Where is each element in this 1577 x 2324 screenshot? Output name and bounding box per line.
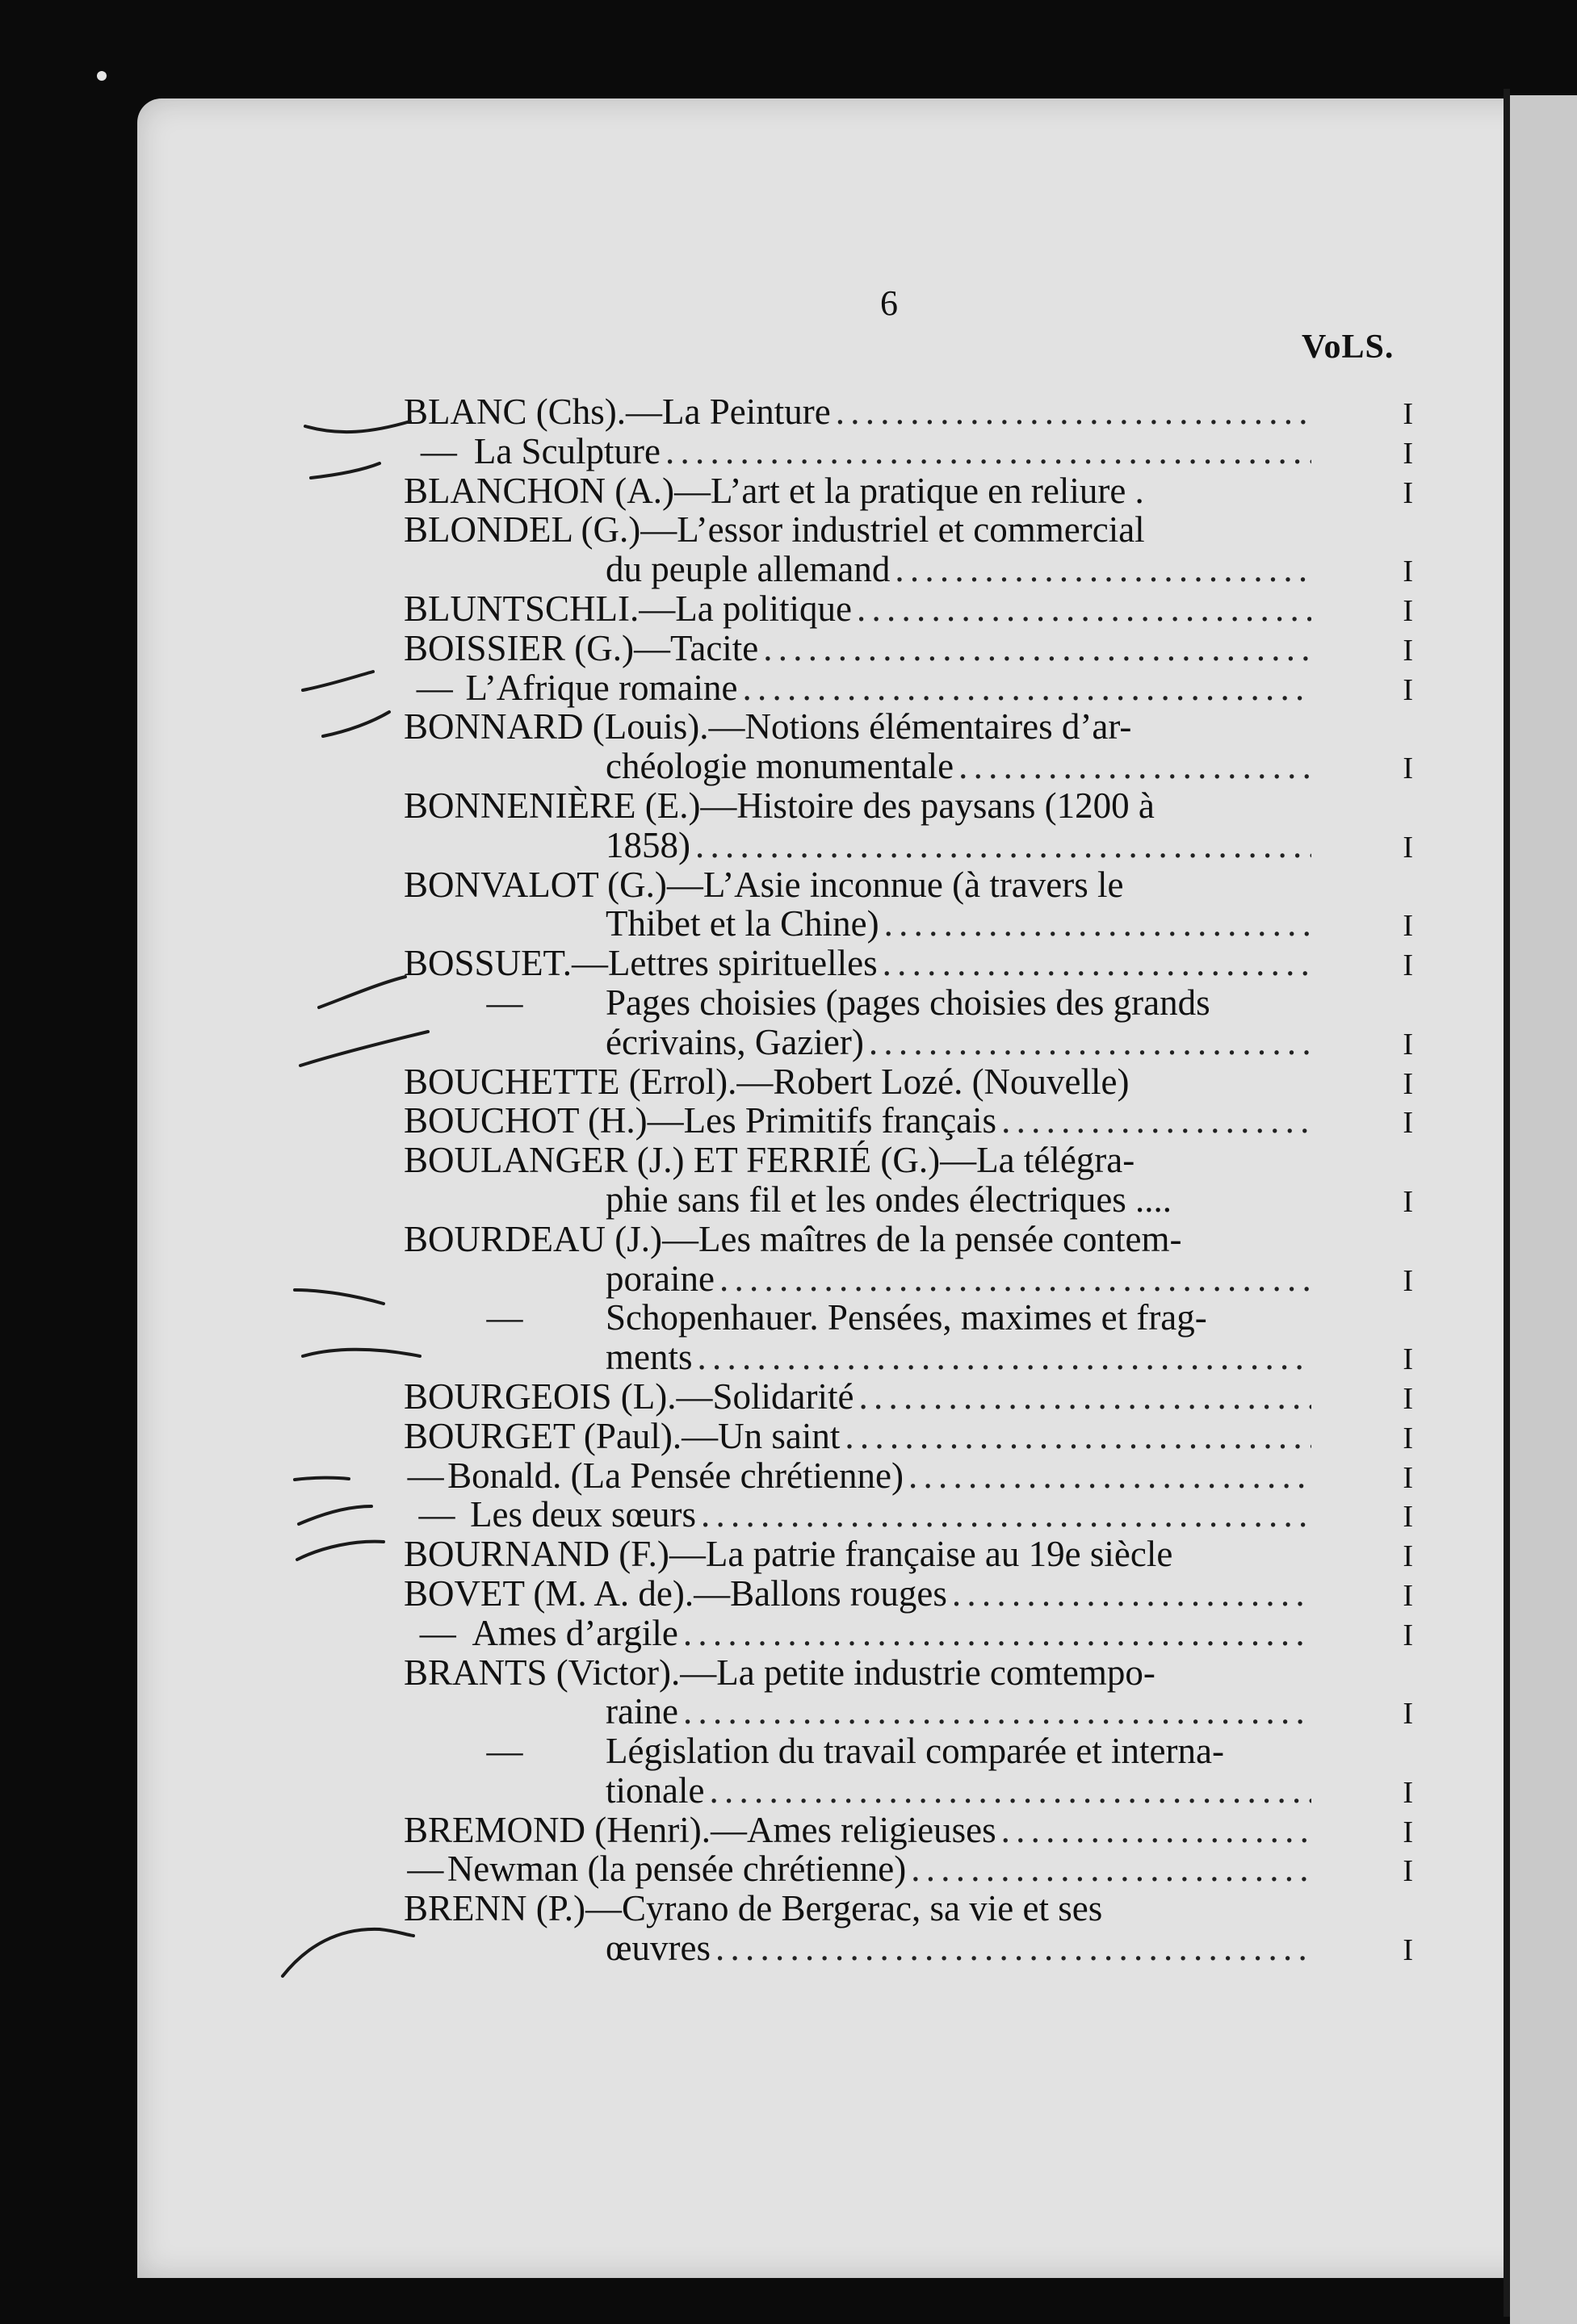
entry-text: BREMOND (Henri).—Ames religieuses	[404, 1809, 996, 1850]
entry-line	[404, 1653, 1413, 1693]
entry-text: BOUCHOT (H.)—Les Primitifs français	[404, 1100, 997, 1141]
entry-text: chéologie monumentale	[606, 746, 954, 787]
ditto-dash: —	[416, 667, 453, 708]
volume-count: I	[1403, 1933, 1413, 1968]
volume-count: I	[1403, 1184, 1413, 1219]
volume-count: I	[1403, 397, 1413, 431]
entry-line	[404, 707, 1413, 747]
entry-line	[404, 1456, 1413, 1496]
entry-text: BLANCHON (A.)—L’art et la pratique en reliure .	[404, 470, 1144, 511]
entry-line	[404, 432, 1413, 471]
entry-text: raine	[606, 1691, 678, 1732]
entry-text: BONNARD (Louis).—Notions élémentaires d’ar-	[404, 706, 1132, 747]
volume-count: I	[1403, 1854, 1413, 1889]
catalog-entry	[404, 1417, 1413, 1456]
entry-text: tionale	[606, 1769, 705, 1811]
entry-line	[404, 1023, 1413, 1062]
dot-leader	[895, 550, 1311, 589]
entry-line	[404, 1062, 1413, 1102]
catalog-entry	[404, 432, 1413, 471]
entry-text: BOVET (M. A. de).—Ballons rouges	[404, 1572, 947, 1614]
catalog-entry	[404, 983, 1413, 1062]
dot-leader	[1001, 1811, 1311, 1850]
volume-count: I	[1403, 1578, 1413, 1613]
dot-leader	[715, 1928, 1311, 1968]
page-number: 6	[880, 283, 898, 323]
dot-leader	[665, 432, 1311, 471]
catalog-entry	[404, 668, 1413, 708]
entry-line	[404, 392, 1413, 432]
entry-line	[404, 1535, 1413, 1574]
entry-text: du peuple allemand	[606, 549, 891, 590]
catalog-entry	[404, 1731, 1413, 1811]
entry-text: Bonald. (La Pensée chrétienne)	[447, 1455, 904, 1496]
catalog-entry	[404, 1889, 1413, 1968]
entry-text: BOISSIER (G.)—Tacite	[404, 627, 759, 668]
entry-text: Législation du travail comparée et interna-	[606, 1731, 1224, 1772]
dot-leader	[763, 629, 1311, 668]
entry-text: œuvres	[606, 1928, 711, 1969]
volume-count: I	[1403, 436, 1413, 471]
ditto-dash: —	[407, 1849, 444, 1890]
catalog-entry	[404, 392, 1413, 432]
entry-line	[404, 1692, 1413, 1731]
ditto-dash: —	[486, 982, 523, 1023]
volume-count: I	[1403, 1421, 1413, 1455]
dot-leader	[719, 1259, 1311, 1299]
volume-count: I	[1403, 1027, 1413, 1062]
entry-text: BLUNTSCHLI.—La politique	[404, 588, 852, 629]
entry-text: BRENN (P.)—Cyrano de Bergerac, sa vie et ses	[404, 1888, 1103, 1929]
dot-leader	[883, 944, 1311, 983]
volume-count: I	[1403, 1618, 1413, 1652]
catalog-entry	[404, 944, 1413, 983]
entry-text: BONVALOT (G.)—L’Asie inconnue (à travers le	[404, 864, 1124, 905]
catalog-entry	[404, 1574, 1413, 1614]
entry-line	[404, 1495, 1413, 1535]
entry-line	[404, 1849, 1413, 1889]
entry-line	[404, 668, 1413, 708]
entry-line	[404, 1338, 1413, 1377]
entry-text: BOURGEOIS (L).—Solidarité	[404, 1376, 854, 1417]
dot-leader	[884, 904, 1311, 944]
entry-text: L’Afrique romaine	[465, 667, 738, 708]
entry-line	[404, 1771, 1413, 1811]
entry-text: écrivains, Gazier)	[606, 1021, 864, 1062]
dot-leader	[1001, 1101, 1311, 1141]
entry-text: poraine	[606, 1258, 715, 1299]
dot-leader	[858, 1377, 1311, 1417]
entry-text: Thibet et la Chine)	[606, 903, 879, 944]
entry-line	[404, 983, 1413, 1023]
volume-count: I	[1403, 909, 1413, 944]
entry-line	[404, 1377, 1413, 1417]
dot-leader	[869, 1023, 1311, 1062]
entry-text: Les deux sœurs	[470, 1494, 697, 1535]
volume-count: I	[1403, 948, 1413, 983]
volume-count: I	[1403, 1500, 1413, 1535]
dot-leader	[742, 668, 1311, 708]
entry-line	[404, 1731, 1413, 1771]
catalog-entry-list	[404, 392, 1413, 1968]
volume-count: I	[1403, 475, 1413, 510]
entry-text: BOUCHETTE (Errol).—Robert Lozé. (Nouvelle)	[404, 1061, 1130, 1102]
entry-line	[404, 1811, 1413, 1850]
vols-column-heading: VoLS.	[1302, 329, 1395, 366]
entry-text: Schopenhauer. Pensées, maximes et frag-	[606, 1297, 1207, 1338]
adjacent-page-edge	[1510, 95, 1577, 2324]
dot-leader	[911, 1849, 1311, 1889]
volume-count: I	[1403, 1539, 1413, 1574]
entry-text: BOSSUET.—Lettres spirituelles	[404, 943, 878, 984]
volume-count: I	[1403, 1697, 1413, 1731]
entry-text: BOURDEAU (J.)—Les maîtres de la pensée contem-	[404, 1218, 1182, 1259]
volume-count: I	[1403, 1775, 1413, 1810]
entry-line	[404, 510, 1413, 550]
entry-text: BOURGET (Paul).—Un saint	[404, 1415, 841, 1456]
volume-count: I	[1403, 830, 1413, 865]
dot-leader	[908, 1456, 1311, 1496]
catalog-entry	[404, 865, 1413, 944]
entry-text: BRANTS (Victor).—La petite industrie comtempo-	[404, 1652, 1155, 1693]
entry-text: Newman (la pensée chrétienne)	[447, 1849, 907, 1890]
entry-line	[404, 1417, 1413, 1456]
catalog-entry	[404, 471, 1413, 511]
entry-line	[404, 471, 1413, 511]
dot-leader	[698, 1338, 1312, 1377]
dot-leader	[709, 1771, 1311, 1811]
catalog-entry	[404, 1849, 1413, 1889]
catalog-entry	[404, 510, 1413, 589]
ditto-dash: —	[407, 1455, 444, 1496]
entry-text: BOULANGER (J.) ET FERRIÉ (G.)—La télégra-	[404, 1140, 1135, 1181]
catalog-entry	[404, 1298, 1413, 1377]
entry-line	[404, 1928, 1413, 1968]
ditto-dash: —	[486, 1731, 523, 1772]
volume-count: I	[1403, 1066, 1413, 1101]
entry-line	[404, 550, 1413, 589]
entry-text: phie sans fil et les ondes électriques ....	[606, 1179, 1172, 1220]
entry-line	[404, 1220, 1413, 1259]
dot-leader	[845, 1417, 1311, 1456]
entry-line	[404, 1614, 1413, 1653]
catalog-entry	[404, 629, 1413, 668]
volume-count: I	[1403, 1263, 1413, 1298]
entry-line	[404, 786, 1413, 826]
entry-text: BLANC (Chs).—La Peinture	[404, 392, 831, 432]
catalog-entry	[404, 1614, 1413, 1653]
catalog-entry	[404, 1456, 1413, 1496]
catalog-entry	[404, 1377, 1413, 1417]
volume-count: I	[1403, 1815, 1413, 1849]
entry-line	[404, 1574, 1413, 1614]
dot-leader	[952, 1574, 1311, 1614]
catalog-entry	[404, 707, 1413, 786]
volume-count: I	[1403, 1460, 1413, 1495]
volume-count: I	[1403, 1381, 1413, 1416]
volume-count: I	[1403, 555, 1413, 589]
page-gutter	[1504, 89, 1510, 2317]
volume-count: I	[1403, 1106, 1413, 1141]
entry-text: Pages choisies (pages choisies des grands	[606, 982, 1210, 1023]
ditto-dash: —	[420, 430, 457, 471]
catalog-entry	[404, 1535, 1413, 1574]
ditto-dash: —	[418, 1494, 455, 1535]
catalog-entry	[404, 1101, 1413, 1141]
volume-count: I	[1403, 1342, 1413, 1377]
dot-leader	[683, 1692, 1311, 1731]
dot-leader	[836, 392, 1311, 432]
entry-text: BOURNAND (F.)—La patrie française au 19e siècle	[404, 1534, 1173, 1575]
catalog-entry	[404, 1220, 1413, 1299]
entry-line	[404, 629, 1413, 668]
entry-line	[404, 1259, 1413, 1299]
entry-text: 1858)	[606, 824, 690, 865]
entry-text: BLONDEL (G.)—L’essor industriel et commercial	[404, 509, 1145, 551]
catalog-entry	[404, 1811, 1413, 1850]
catalog-entry	[404, 1062, 1413, 1102]
entry-line	[404, 1141, 1413, 1180]
entry-line	[404, 944, 1413, 983]
entry-line	[404, 747, 1413, 786]
catalog-entry	[404, 589, 1413, 629]
entry-line	[404, 904, 1413, 944]
catalog-entry	[404, 1653, 1413, 1732]
volume-count: I	[1403, 672, 1413, 707]
entry-line	[404, 1101, 1413, 1141]
entry-text: BONNENIÈRE (E.)—Histoire des paysans (1200 à	[404, 785, 1155, 826]
dot-leader	[683, 1614, 1311, 1653]
dot-leader	[695, 826, 1311, 865]
dot-leader	[958, 747, 1311, 786]
volume-count: I	[1403, 752, 1413, 786]
dot-leader	[857, 589, 1311, 629]
entry-text: Ames d’argile	[472, 1612, 678, 1653]
dot-leader	[701, 1495, 1311, 1535]
catalog-entry	[404, 1495, 1413, 1535]
entry-line	[404, 865, 1413, 905]
catalog-entry	[404, 786, 1413, 865]
entry-line	[404, 1180, 1413, 1220]
volume-count: I	[1403, 593, 1413, 628]
entry-text: La Sculpture	[473, 430, 661, 471]
volume-count: I	[1403, 633, 1413, 668]
ditto-dash: —	[419, 1612, 456, 1653]
entry-line	[404, 1889, 1413, 1928]
entry-text: ments	[606, 1337, 693, 1378]
entry-line	[404, 826, 1413, 865]
catalog-entry	[404, 1141, 1413, 1220]
entry-line	[404, 1298, 1413, 1338]
entry-line	[404, 589, 1413, 629]
dust-speck	[97, 71, 107, 81]
ditto-dash: —	[486, 1297, 523, 1338]
